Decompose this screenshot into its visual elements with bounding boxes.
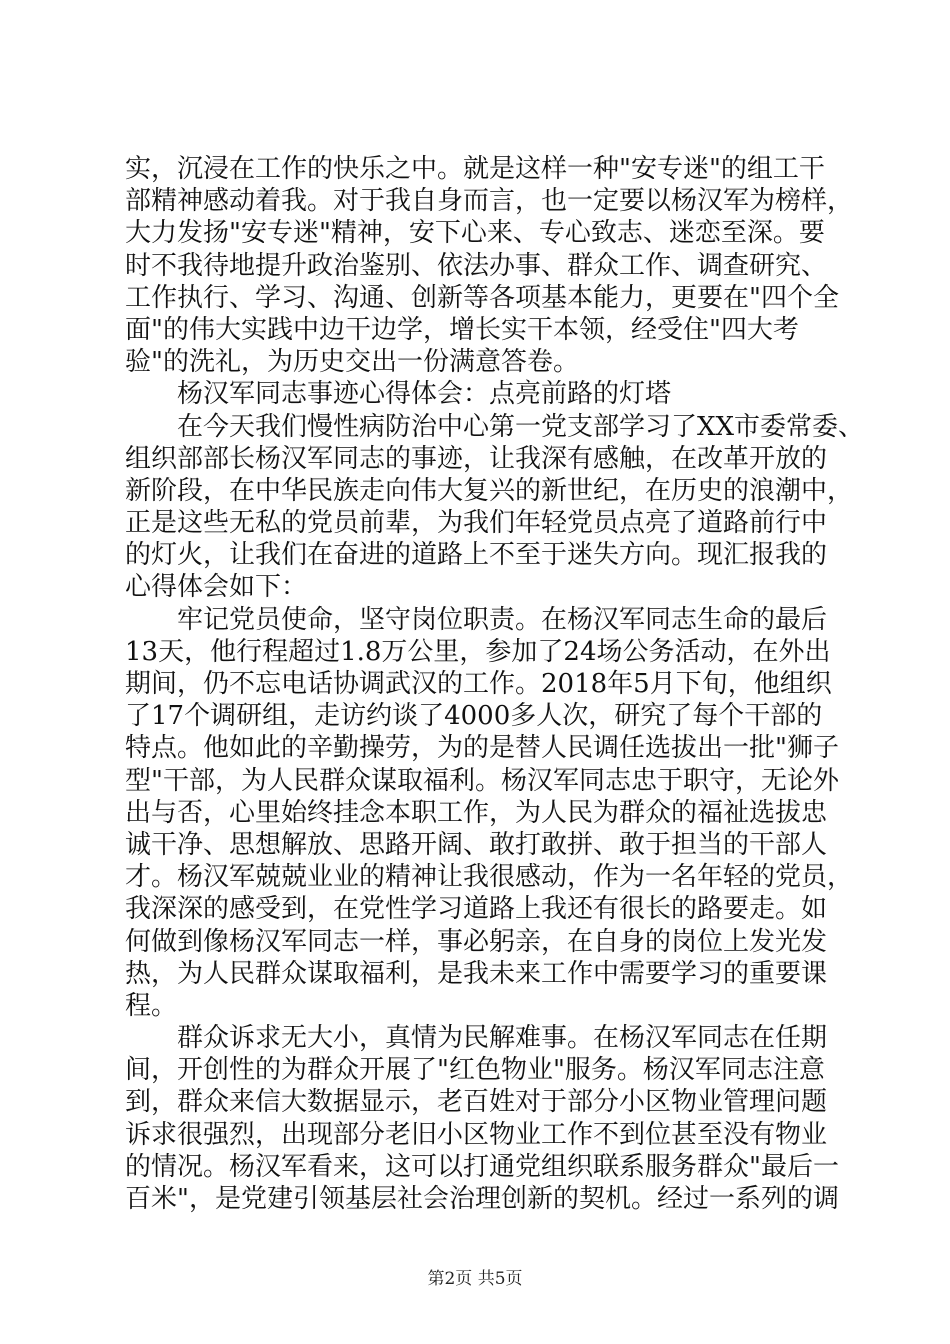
text-line: 时不我待地提升政治鉴别、依法办事、群众工作、调查研究、 bbox=[125, 250, 828, 281]
text-line: 百米"，是党建引领基层社会治理创新的契机。经过一系列的调 bbox=[125, 1184, 839, 1214]
text-line: 部精神感动着我。对于我自身而言，也一定要以杨汉军为榜样， bbox=[125, 186, 854, 217]
paragraph bbox=[125, 604, 854, 1022]
text-line: 特点。他如此的辛勤操劳，为的是替人民调任选拔出一批"狮子 bbox=[125, 733, 839, 764]
paragraph bbox=[125, 1022, 839, 1215]
text-line: 型"干部，为人民群众谋取福利。杨汉军同志忠于职守，无论外 bbox=[125, 765, 839, 796]
text-line: 在今天我们慢性病防治中心第一党支部学习了XX市委常委、 bbox=[177, 411, 865, 442]
text-line: 程。 bbox=[125, 990, 178, 1021]
text-line: 验"的洗礼，为历史交出一份满意答卷。 bbox=[125, 347, 579, 378]
text-line: 何做到像杨汉军同志一样，事必躬亲，在自身的岗位上发光发 bbox=[125, 926, 828, 957]
text-line: 面"的伟大实践中边干边学，增长实干本领，经受住"四大考 bbox=[125, 314, 799, 345]
text-line: 13天，他行程超过1.8万公里，参加了24场公务活动，在外出 bbox=[125, 636, 831, 667]
text-line: 才。杨汉军兢兢业业的精神让我很感动，作为一名年轻的党员， bbox=[125, 862, 854, 893]
text-line: 正是这些无私的党员前辈，为我们年轻党员点亮了道路前行中 bbox=[125, 508, 828, 539]
text-line: 大力发扬"安专迷"精神，安下心来、专心致志、迷恋至深。要 bbox=[125, 218, 825, 249]
text-line: 诉求很强烈，出现部分老旧小区物业工作不到位甚至没有物业 bbox=[125, 1119, 828, 1150]
text-line: 到，群众来信大数据显示，老百姓对于部分小区物业管理问题 bbox=[125, 1087, 828, 1118]
paragraph bbox=[125, 153, 854, 378]
text-line: 出与否，心里始终挂念本职工作，为人民为群众的福祉选拔忠 bbox=[125, 797, 828, 828]
text-line: 组织部部长杨汉军同志的事迹，让我深有感触，在改革开放的 bbox=[125, 443, 828, 474]
page-footer: 第2页 共5页 bbox=[427, 1269, 523, 1289]
text-line: 的灯火，让我们在奋进的道路上不至于迷失方向。现汇报我的 bbox=[125, 540, 828, 571]
text-line: 心得体会如下： bbox=[125, 572, 308, 603]
paragraph bbox=[125, 411, 865, 604]
text-line: 工作执行、学习、沟通、创新等各项基本能力，更要在"四个全 bbox=[125, 282, 839, 313]
text-line: 牢记党员使命，坚守岗位职责。在杨汉军同志生命的最后 bbox=[177, 604, 828, 635]
text-line: 诚干净、思想解放、思路开阔、敢打敢拼、敢于担当的干部人 bbox=[125, 829, 828, 860]
text-line: 群众诉求无大小，真情为民解难事。在杨汉军同志在任期 bbox=[177, 1023, 828, 1054]
text-line: 热，为人民群众谋取福利，是我未来工作中需要学习的重要课 bbox=[125, 958, 828, 989]
text-line: 新阶段，在中华民族走向伟大复兴的新世纪，在历史的浪潮中， bbox=[125, 475, 854, 506]
text-line: 我深深的感受到，在党性学习道路上我还有很长的路要走。如 bbox=[125, 894, 828, 925]
heading-line: 杨汉军同志事迹心得体会：点亮前路的灯塔 bbox=[177, 379, 672, 410]
text-line: 间，开创性的为群众开展了"红色物业"服务。杨汉军同志注意 bbox=[125, 1055, 825, 1086]
document-body bbox=[125, 153, 865, 1215]
text-line: 期间，仍不忘电话协调武汉的工作。2018年5月下旬，他组织 bbox=[125, 669, 832, 699]
text-line: 实，沉浸在工作的快乐之中。就是这样一种"安专迷"的组工干 bbox=[125, 154, 825, 184]
text-line: 的情况。杨汉军看来，这可以打通党组织联系服务群众"最后一 bbox=[125, 1151, 839, 1182]
text-line: 了17个调研组，走访约谈了4000多人次，研究了每个干部的 bbox=[125, 701, 823, 732]
section-heading bbox=[125, 378, 835, 410]
